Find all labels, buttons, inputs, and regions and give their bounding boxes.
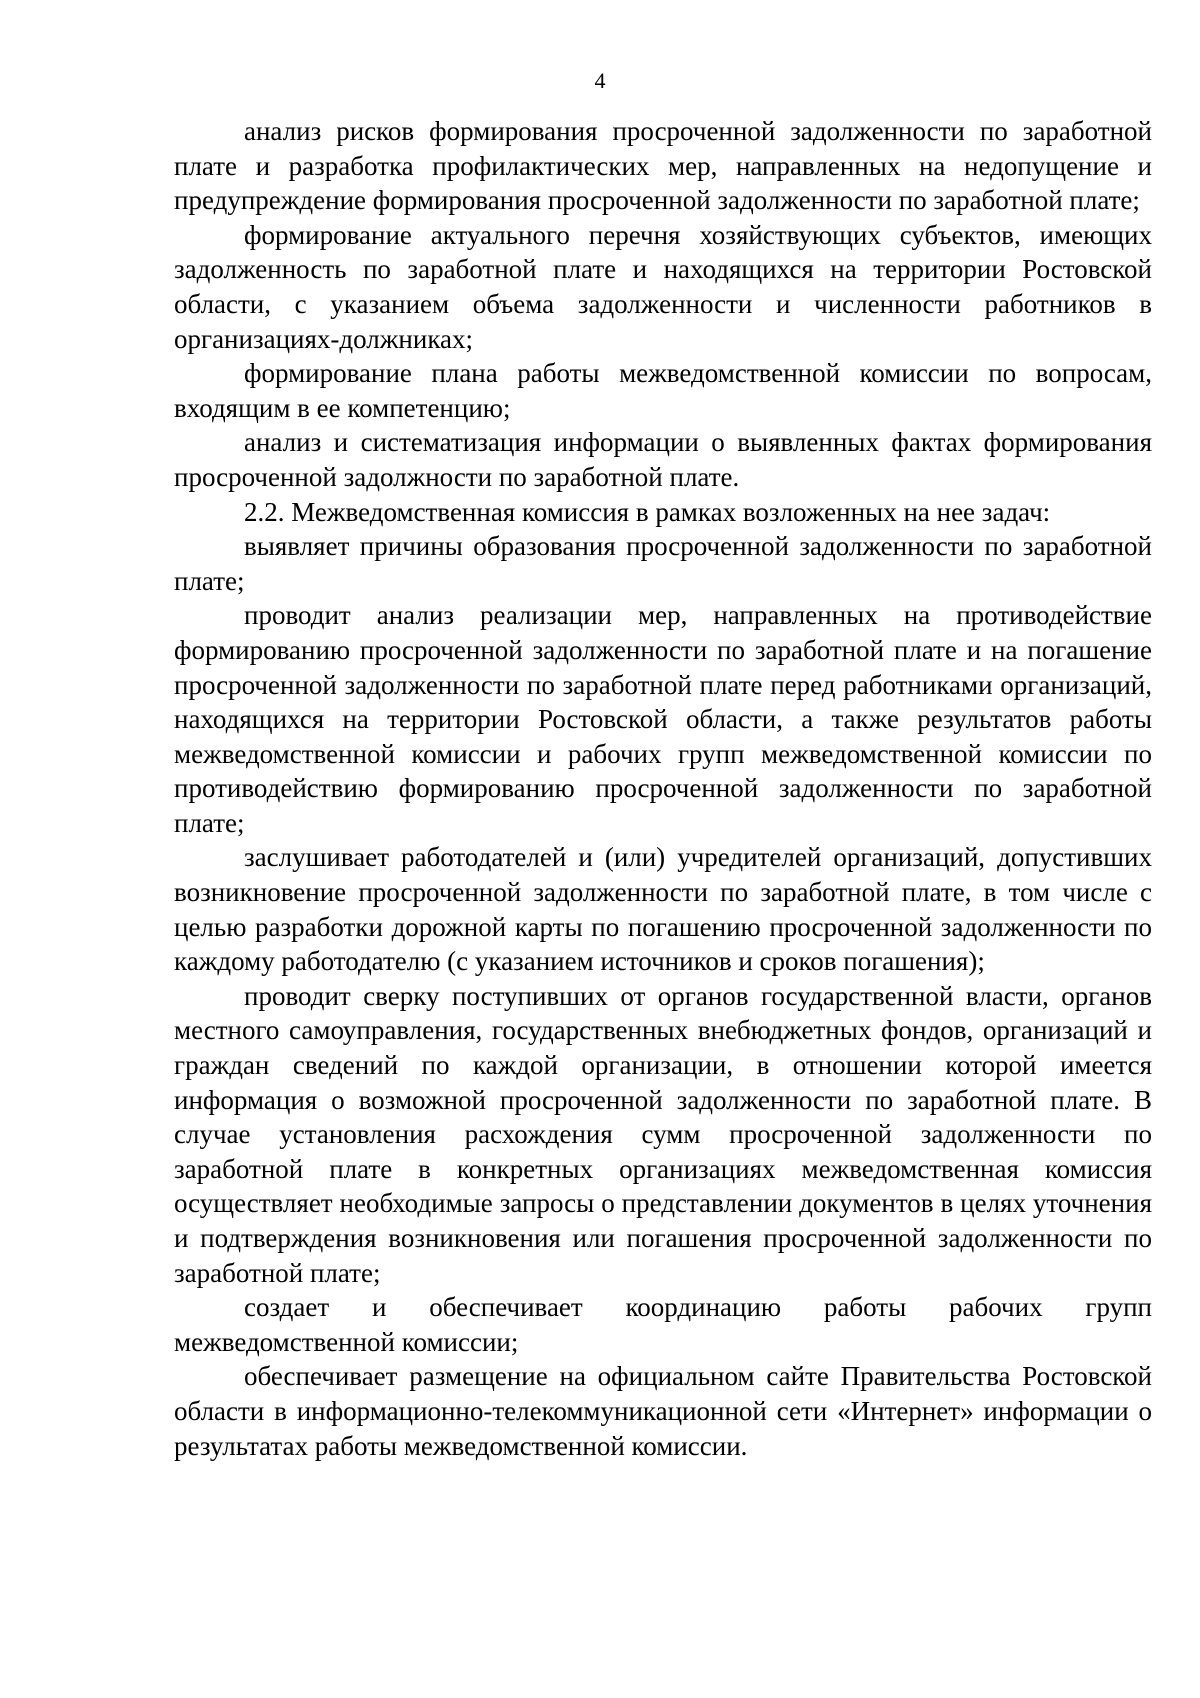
paragraph-reconciliation: проводит сверку поступивших от органов государственной власти, органов местного самоуправления, государственных внебюджетных фондов, организаций и граждан сведений по каждой организации, в отношении которой имеется информация о возможной просроченной задолженности по заработной плате. В случае установления расхождения сумм просроченной задолженности по заработной плате в конкретных организациях межведомственная комиссия осуществляет необходимые запросы о представлении документов в целях уточнения и подтверждения возникновения или погашения просроченной задолженности по заработной плате;: [174, 980, 1152, 1288]
paragraph-entity-list: формирование актуального перечня хозяйствующих субъектов, имеющих задолженность по заработной плате и находящихся на территории Ростовской области, с указанием объема задолженности и численности работников в организациях-должниках;: [174, 219, 1152, 354]
page-number: 4: [594, 68, 606, 93]
paragraph-measures-analysis: проводит анализ реализации мер, направленных на противодействие формированию просроченной задолженности по заработной плате и на погашение просроченной задолженности по заработной плате перед работниками организаций, находящихся на территории Ростовской области, а также результатов работы межведомственной комиссии и рабочих групп межведомственной комиссии по противодействию формированию просроченной задолженности по заработной плате;: [174, 600, 1152, 838]
paragraph-risk-analysis: анализ рисков формирования просроченной задолженности по заработной плате и разработка профилактических мер, направленных на недопущение и предупреждение формирования просроченной задолженности по заработной плате;: [174, 116, 1152, 216]
paragraph-fact-analysis: анализ и систематизация информации о выявленных фактах формирования просроченной задолжности по заработной плате.: [174, 427, 1152, 492]
paragraph-publication: обеспечивает размещение на официальном сайте Правительства Ростовской области в информационно-телекоммуникационной сети «Интернет» информации о результатах работы межведомственной комиссии.: [174, 1361, 1152, 1461]
document-body: [174, 114, 1152, 1463]
paragraph-working-groups: создает и обеспечивает координацию работы рабочих групп межведомственной комиссии;: [174, 1292, 1152, 1357]
paragraph-work-plan: формирование плана работы межведомственной комиссии по вопросам, входящим в ее компетенцию;: [174, 358, 1152, 423]
paragraph-identifies-causes: выявляет причины образования просроченной задолженности по заработной плате;: [174, 531, 1152, 596]
paragraph-hears-employers: заслушивает работодателей и (или) учредителей организаций, допустивших возникновение просроченной задолженности по заработной плате, в том числе с целью разработки дорожной карты по погашению просроченной задолженности по каждому работодателю (с указанием источников и сроков погашения);: [174, 842, 1152, 977]
paragraph-section-2-2: 2.2. Межведомственная комиссия в рамках возложенных на нее задач:: [244, 496, 1051, 527]
